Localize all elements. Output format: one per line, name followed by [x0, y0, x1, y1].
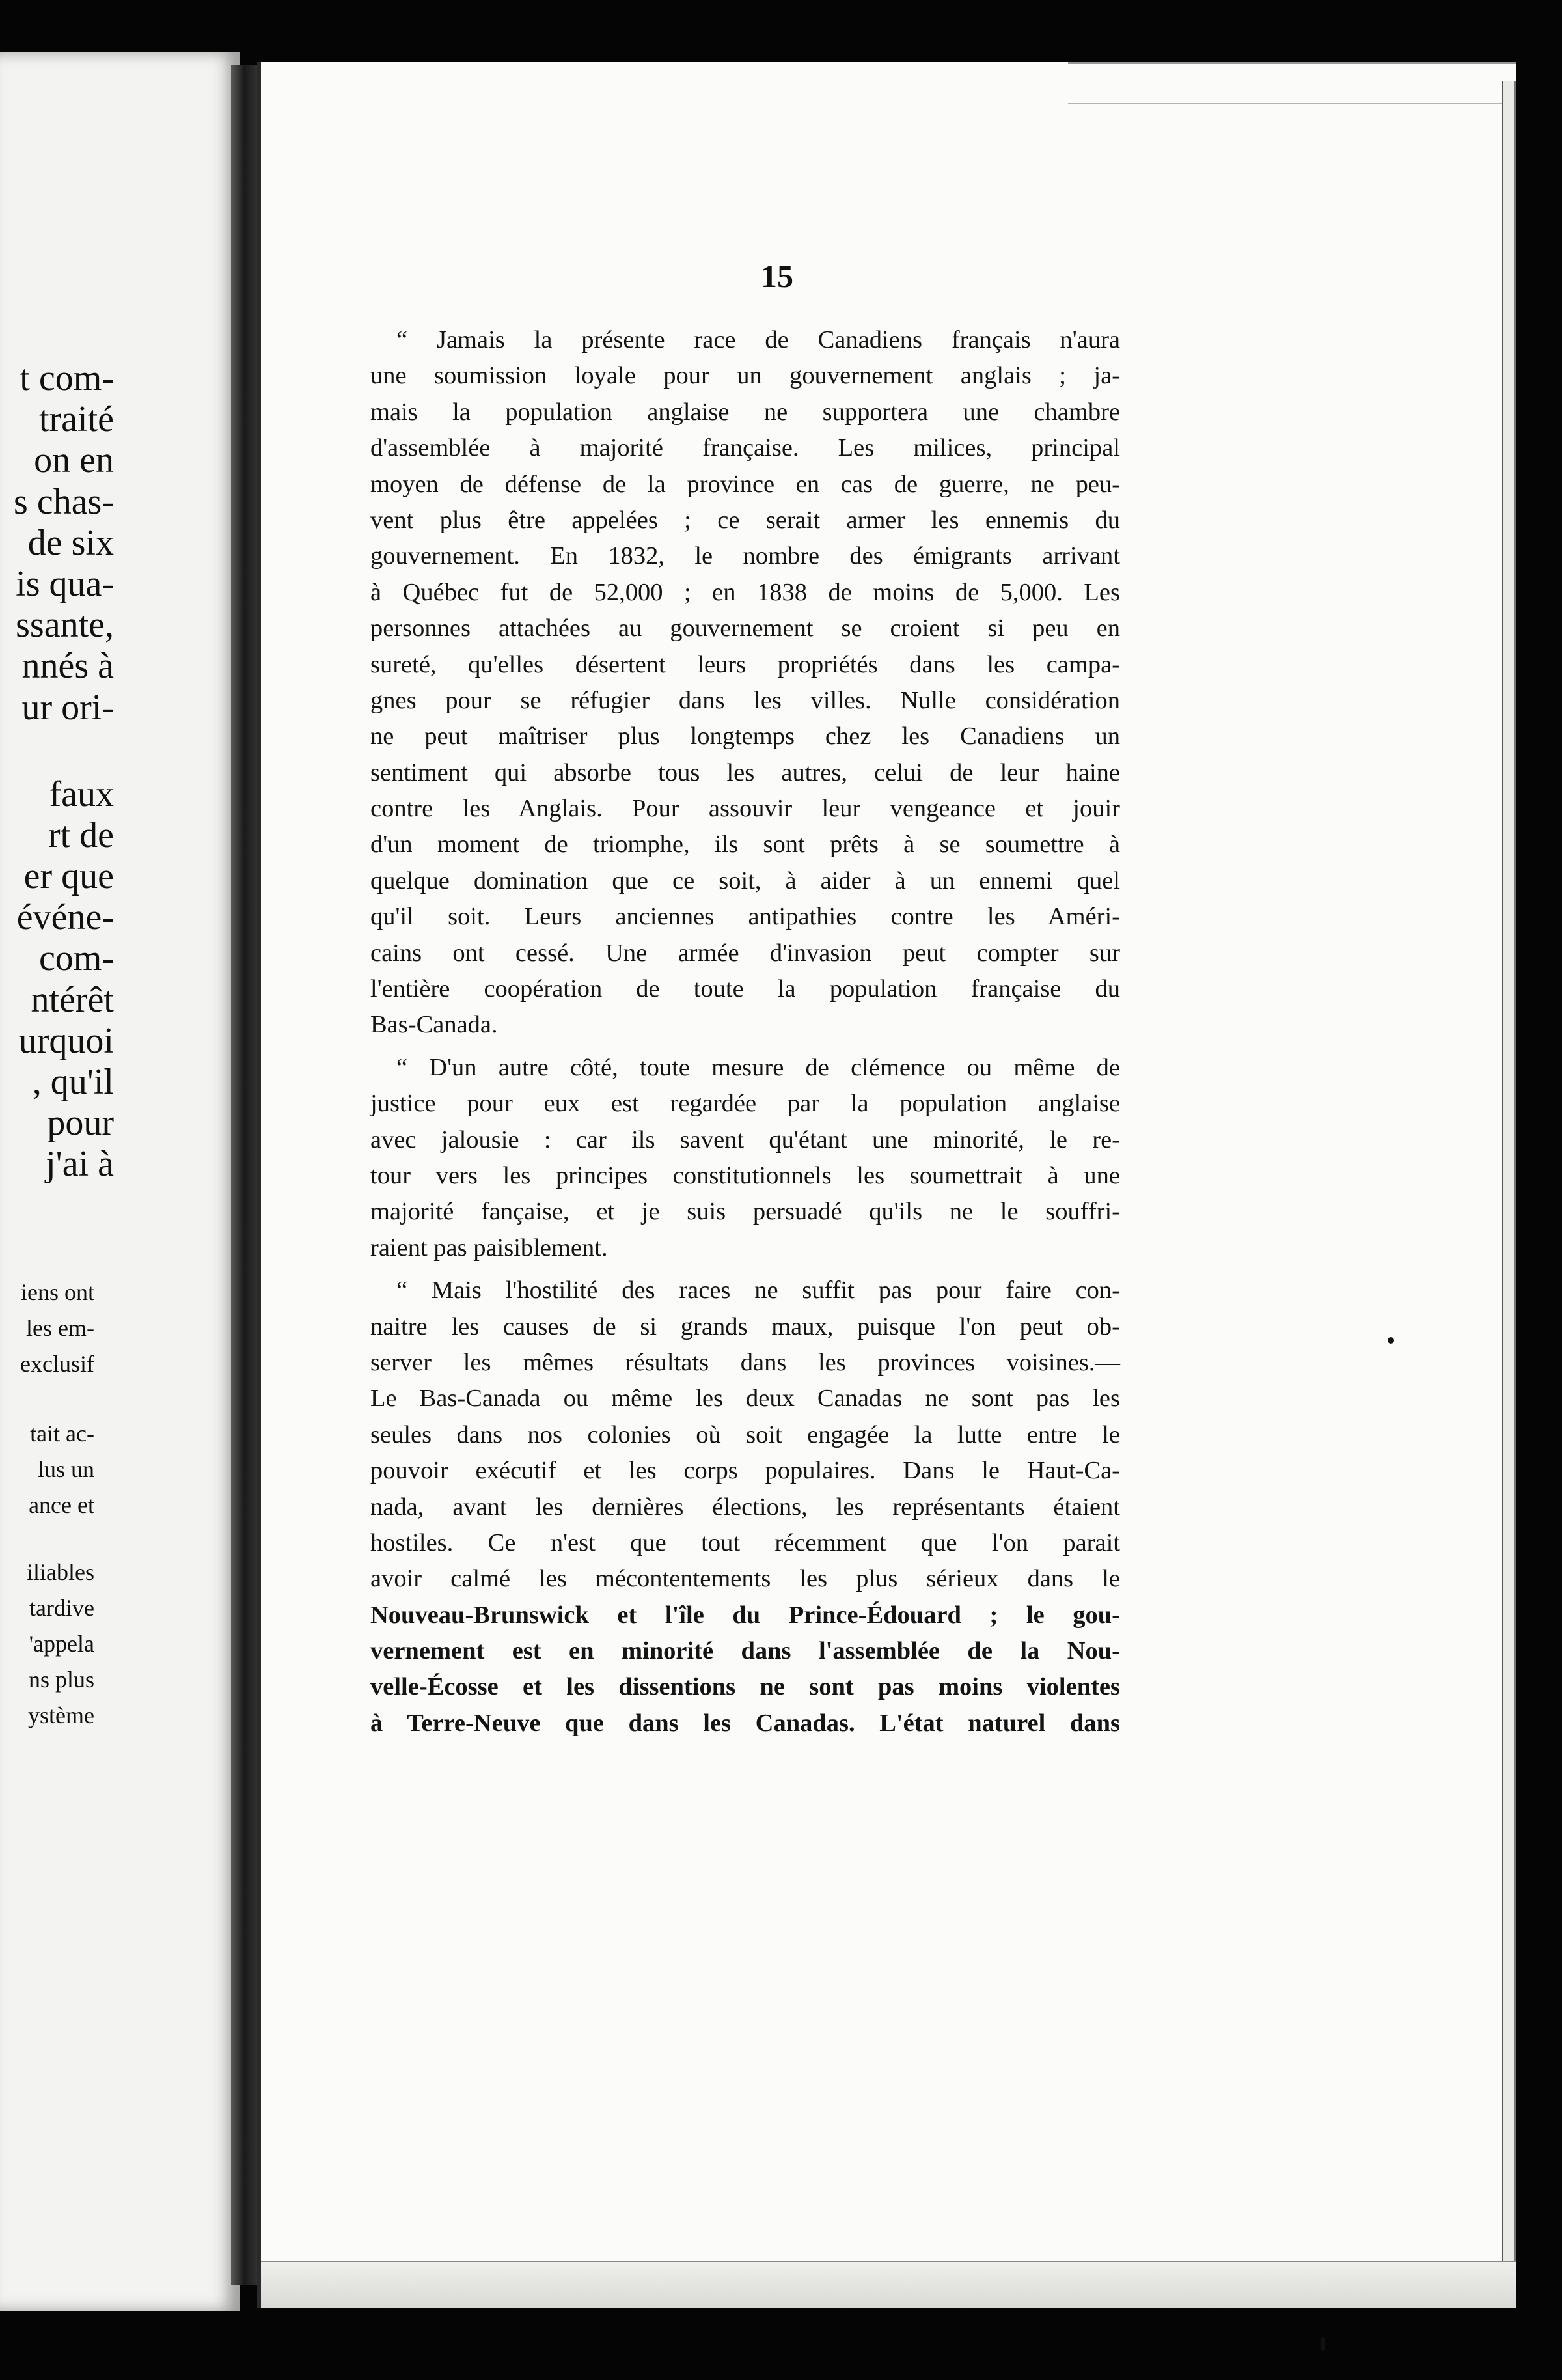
left-page-footnote-line: iliables	[27, 1559, 94, 1585]
left-page-line: t com-	[20, 358, 114, 398]
text-line: à Terre-Neuve que dans les Canadas. L'état naturel dans	[370, 1709, 1120, 1737]
page-number: 15	[761, 258, 793, 294]
text-line: mais la population anglaise ne supportera une chambre	[370, 398, 1120, 426]
text-line: justice pour eux est regardée par la population anglaise	[370, 1090, 1120, 1118]
left-page-line: , qu'il	[32, 1062, 114, 1102]
text-line: quelque domination que ce soit, à aider à un ennemi quel	[370, 866, 1120, 894]
left-page-line: j'ai à	[46, 1144, 114, 1185]
text-line: sureté, qu'elles désertent leurs propriétés dans les campa-	[370, 650, 1120, 678]
left-page-line: is qua-	[16, 563, 114, 604]
page-body-text	[370, 322, 1120, 1741]
left-page-line: nnés à	[21, 646, 114, 687]
text-line: tour vers les principes constitutionnels les soumettrait à une	[370, 1161, 1120, 1189]
text-line: “ Mais l'hostilité des races ne suffit pas pour faire con-	[396, 1277, 1120, 1305]
text-line: une soumission loyale pour un gouvernement anglais ; ja-	[370, 362, 1120, 390]
left-page-line: com-	[38, 938, 114, 979]
left-page-footnote-line: ance et	[29, 1492, 94, 1518]
left-page-line: s chas-	[14, 481, 114, 522]
text-line: raient pas paisiblement.	[370, 1234, 608, 1262]
text-line: vent plus être appelées ; ce serait armer les ennemis du	[370, 506, 1120, 534]
text-line: Nouveau-Brunswick et l'île du Prince-Édouard ; le gou-	[370, 1601, 1120, 1629]
text-line: Le Bas-Canada ou même les deux Canadas ne sont pas les	[370, 1385, 1120, 1413]
paragraph-gap	[370, 1266, 1120, 1273]
text-line: personnes attachées au gouvernement se croient si peu en	[370, 615, 1120, 643]
text-line: velle-Écosse et les dissentions ne sont pas moins violentes	[370, 1673, 1120, 1701]
left-page-line: on en	[34, 440, 114, 481]
line-gap	[0, 1382, 94, 1416]
left-page-footnote-line: iens ont	[21, 1279, 94, 1305]
text-line: hostiles. Ce n'est que tout récemment que l'on parait	[370, 1529, 1120, 1557]
text-line: d'assemblée à majorité française. Les milices, principal	[370, 434, 1120, 462]
text-line: avec jalousie : car ils savent qu'étant une minorité, le re-	[370, 1126, 1120, 1154]
left-page-footnote-line: tait ac-	[30, 1420, 94, 1446]
text-line: l'entière coopération de toute la population française du	[370, 975, 1120, 1003]
text-line: à Québec fut de 52,000 ; en 1838 de moins de 5,000. Les	[370, 578, 1120, 606]
left-page-fragment	[0, 52, 240, 2311]
page-edge-top	[1068, 62, 1516, 104]
left-page-line: ur ori-	[21, 687, 114, 728]
left-page-footnote-line: ns plus	[28, 1667, 94, 1693]
text-line: d'un moment de triomphe, ils sont prêts à se soumettre à	[370, 831, 1120, 859]
page-edge-bottom	[261, 2261, 1516, 2308]
line-gap	[0, 728, 114, 774]
left-page-line: faux	[49, 773, 114, 814]
paragraph-gap	[370, 1044, 1120, 1050]
text-line: “ D'un autre côté, toute mesure de clémence ou même de	[396, 1053, 1120, 1081]
left-page-line: pour	[47, 1103, 114, 1144]
left-page-footnote-line: tardive	[29, 1595, 94, 1621]
dust-speck	[1388, 1337, 1394, 1344]
left-page-large-text	[0, 358, 114, 1185]
left-page-footnote-line: exclusif	[20, 1351, 94, 1377]
left-page-line: er que	[23, 856, 114, 897]
text-line: cains ont cessé. Une armée d'invasion peut compter sur	[370, 939, 1120, 967]
text-line: pouvoir exécutif et les corps populaires. Dans le Haut-Ca-	[370, 1457, 1120, 1485]
right-page	[257, 62, 1516, 2308]
text-line: nada, avant les dernières élections, les représentants étaient	[370, 1493, 1120, 1521]
text-line: gouvernement. En 1832, le nombre des émigrants arrivant	[370, 542, 1120, 570]
left-page-line: événe-	[16, 897, 114, 938]
text-line: naitre les causes de si grands maux, puisque l'on peut ob-	[370, 1312, 1120, 1340]
text-line: moyen de défense de la province en cas de guerre, ne peu-	[370, 470, 1120, 498]
left-page-line: rt de	[48, 814, 114, 855]
left-page-line: traité	[38, 399, 114, 440]
text-line: qu'il soit. Leurs anciennes antipathies contre les Améri-	[370, 903, 1120, 931]
left-page-line: de six	[27, 522, 114, 563]
text-line: majorité fançaise, et je suis persuadé qu'ils ne le souffri-	[370, 1198, 1120, 1226]
left-page-footnote-line: ystème	[28, 1702, 94, 1728]
text-line: sentiment qui absorbe tous les autres, celui de leur haine	[370, 758, 1120, 786]
text-line: vernement est en minorité dans l'assemblée de la Nou-	[370, 1637, 1120, 1665]
line-gap	[0, 1523, 94, 1555]
text-line: ne peut maîtriser plus longtemps chez les Canadiens un	[370, 723, 1120, 751]
text-line: gnes pour se réfugier dans les villes. Nulle considération	[370, 686, 1120, 714]
left-page-line: urquoi	[18, 1020, 114, 1061]
text-line: server les mêmes résultats dans les provinces voisines.—	[370, 1348, 1120, 1376]
dust-speck	[1321, 2337, 1325, 2351]
text-line: seules dans nos colonies où soit engagée la lutte entre le	[370, 1420, 1120, 1448]
text-line: avoir calmé les mécontentements les plus sérieux dans le	[370, 1565, 1120, 1593]
text-line: contre les Anglais. Pour assouvir leur vengeance et jouir	[370, 795, 1120, 823]
text-line: Bas-Canada.	[370, 1011, 498, 1039]
left-page-line: ssante,	[16, 605, 114, 646]
left-page-footnote-text	[0, 1275, 94, 1734]
text-line: “ Jamais la présente race de Canadiens français n'aura	[396, 326, 1120, 353]
left-page-line: ntérêt	[31, 979, 114, 1020]
left-page-footnote-line: lus un	[37, 1456, 94, 1482]
left-page-footnote-line: les em-	[26, 1315, 94, 1341]
page-edge-right	[1502, 81, 1516, 2282]
left-page-footnote-line: 'appela	[29, 1631, 94, 1657]
